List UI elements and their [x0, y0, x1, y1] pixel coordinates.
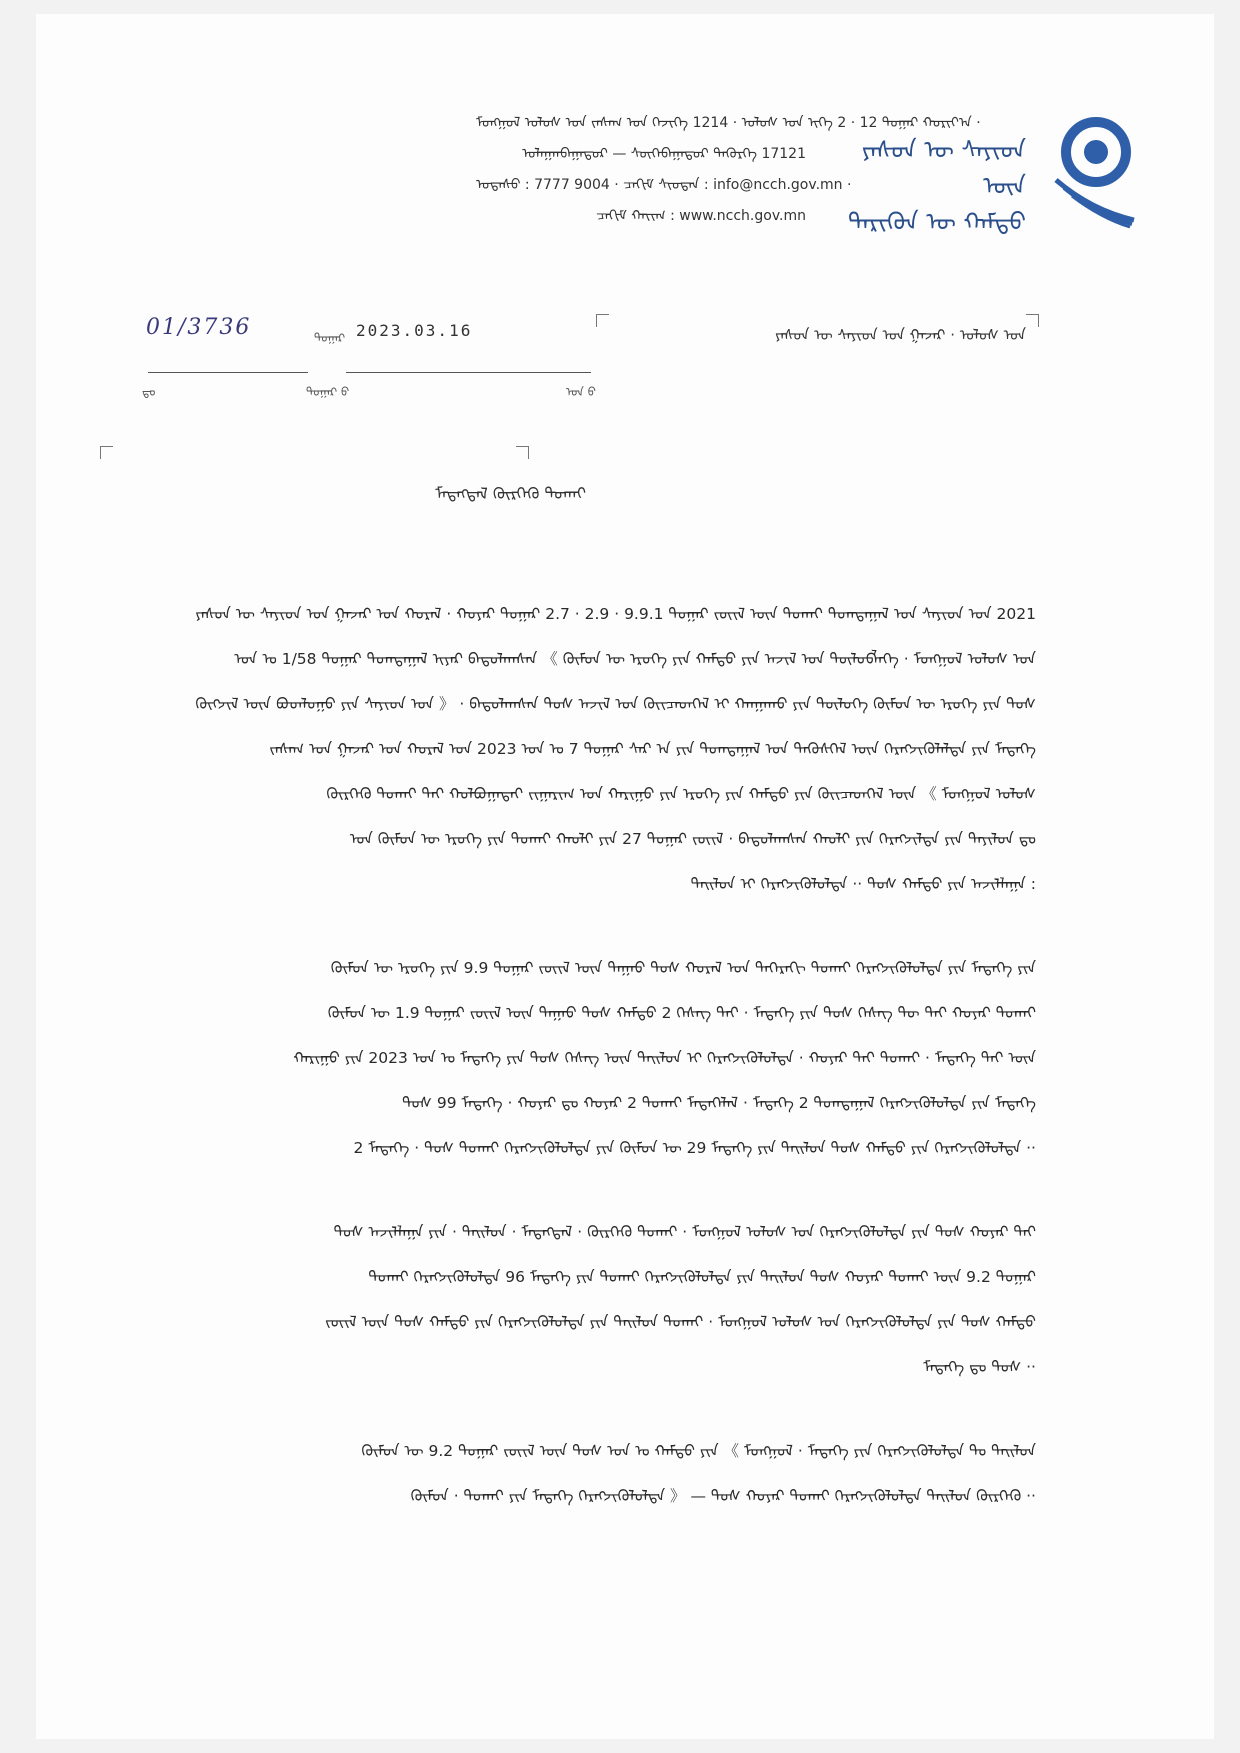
contact-line: ᠴᠠᠬᠢᠮ ᠬᠠᠶ᠋ᠢᠭ : www.ncch.gov.mn	[596, 208, 806, 224]
body-paragraph	[181, 1429, 1036, 1519]
contact-line: ᠤᠯᠠᠭᠠᠨᠪᠠᠭᠠᠲᠤᠷ — ᠰᠦᠬᠡᠪᠠᠭᠠᠲᠤᠷ ᠳᠡᠭᠦᠷᠭᠡ 17121	[522, 146, 806, 162]
body-line: ᠲᠤᠰ ᠠᠵᠢᠯᠯᠠᠭᠠ ᠶᠢᠨ · ᠲᠠᠢᠯᠤᠨ · ᠮᠡᠳᠡᠭᠳᠡᠯ · ᠬᠦᠷᠭᠡᠬᠦ ᠲᠤᠬᠠᠢ · ᠮᠣᠩᠭᠣᠯ ᠤᠯᠤᠰ ᠤᠨ ᠬᠡᠷᠡᠭᠵᠢᠭᠦᠯᠦᠯᠲᠡ ᠶᠢᠨ ᠲᠤᠰ ᠬᠣᠶᠠᠷ ᠲᠠᠢ	[333, 1223, 1036, 1241]
body-line: ᠲᠤᠬᠠᠢ ᠬᠡᠷᠡᠭᠵᠢᠭᠦᠯᠦᠯᠲᠡ 96 ᠮᠡᠳᠡᠭᠡ ᠶᠢᠨ ᠲᠤᠬᠠᠢ ᠬᠡᠷᠡᠭᠵᠢᠭᠦᠯᠦᠯᠲᠡ ᠶᠢᠨ ᠲᠠᠢᠯᠤᠨ ᠲᠤᠰ ᠬᠣᠶᠠᠷ ᠲᠤᠬᠠᠢ ᠦᠨ 9.2 ᠳᠤᠭᠠᠷ	[368, 1268, 1036, 1286]
letter-body	[181, 592, 1036, 1558]
body-line: ᠲᠤᠰ 99 ᠮᠡᠳᠡᠭᠡ · ᠬᠣᠶᠠᠷ ᠳᠤ ᠬᠣᠶᠠᠷ 2 ᠲᠤᠬᠠᠢ ᠮᠡᠳᠡᠭᠡᠯᠡᠯ · ᠮᠡᠳᠡᠭᠡ 2 ᠲᠣᠭᠲᠠᠭᠠᠯ ᠬᠡᠷᠡᠭᠵᠢᠭᠦᠯᠦᠯᠲᠡ ᠶᠢᠨ ᠮᠡᠳᠡᠭᠡ	[402, 1094, 1036, 1112]
organization-name-line2: ᠲᠡᠷᠢᠭᠦᠨ ᠦ ᠬᠠᠮᠲᠤ	[848, 208, 1026, 236]
body-line: ᠬᠦᠮᠦᠨ · ᠲᠤᠬᠠᠢ ᠶᠢᠨ ᠮᠡᠳᠡᠭᠡ ᠬᠡᠷᠡᠭᠵᠢᠭᠦᠯᠦᠯᠲᠡ 》 — ᠲᠤᠰ ᠬᠣᠶᠠᠷ ᠲᠤᠬᠠᠢ ᠬᠡᠷᠡᠭᠵᠢᠭᠦᠯᠦᠯᠲᠡ ᠲᠠᠢᠯᠤᠨ ᠬᠦᠷᠭᠡᠬᠦ ··	[410, 1487, 1036, 1505]
body-line: ᠬᠠᠷᠢᠭᠤ ᠶᠢᠨ 2023 ᠣᠨ ᠤ ᠮᠡᠳᠡᠭᠡ ᠶᠢᠨ ᠲᠤᠰ ᠬᠡᠰᠡᠭ ᠦᠨ ᠲᠠᠢᠯᠤᠨ ᠢ ᠬᠡᠷᠡᠭᠵᠢᠭᠦᠯᠦᠯᠲᠡ · ᠬᠣᠶᠠᠷ ᠲᠠᠢ ᠲᠤᠬᠠᠢ · ᠮᠡᠳᠡᠭᠡ ᠲᠡᠢ ᠦᠨ	[293, 1049, 1036, 1067]
body-line: ᠲᠠᠢᠯᠤᠨ ᠢ ᠬᠡᠷᠡᠭᠵᠢᠭᠦᠯᠦᠯᠲᠡ ·· ᠲᠤᠰ ᠬᠠᠮᠲᠤ ᠶᠢᠨ ᠠᠵᠢᠯᠯᠠᠭᠠ :	[690, 875, 1036, 893]
subject-line: ᠮᠡᠳᠡᠭᠳᠡᠯ ᠬᠦᠷᠭᠡᠬᠦ ᠲᠤᠬᠠᠢ	[435, 484, 586, 503]
body-line: ᠬᠦᠮᠦᠨ ᠦ 1.9 ᠳᠤᠭᠠᠷ ᠵᠦᠢᠯ ᠦᠨ ᠳᠠᠭᠠᠤ ᠲᠤᠰ ᠬᠠᠮᠲᠤ 2 ᠬᠡᠰᠡᠭ ᠲᠡᠢ · ᠮᠡᠳᠡᠭᠡ ᠶᠢᠨ ᠲᠤᠰ ᠬᠡᠰᠡᠭ ᠲᠦ ᠲᠠᠢ ᠬᠣᠶᠠᠷ ᠲᠤᠬᠠᠢ	[327, 1004, 1036, 1022]
reference-label: ᠳᠤ	[142, 385, 156, 399]
reference-label: ᠳᠤᠭᠠᠷ	[314, 331, 346, 345]
reference-label: ᠣᠨ ᠪ	[566, 385, 596, 399]
body-line: ᠵᠦᠢᠯ ᠦᠨ ᠲᠤᠰ ᠬᠠᠮᠲᠤ ᠶᠢᠨ ᠬᠡᠷᠡᠭᠵᠢᠭᠦᠯᠦᠯᠲᠡ ᠶᠢᠨ ᠲᠠᠢᠯᠤᠨ ᠲᠤᠬᠠᠢ · ᠮᠣᠩᠭᠣᠯ ᠤᠯᠤᠰ ᠤᠨ ᠬᠡᠷᠡᠭᠵᠢᠭᠦᠯᠦᠯᠲᠡ ᠶᠢᠨ ᠲᠤᠰ ᠬᠠᠮᠲᠤ	[325, 1313, 1036, 1331]
body-line: 2 ᠮᠡᠳᠡᠭᠡ · ᠲᠤᠰ ᠲᠤᠬᠠᠢ ᠬᠡᠷᠡᠭᠵᠢᠭᠦᠯᠦᠯᠲᠡ ᠶᠢᠨ ᠬᠦᠮᠦᠨ ᠦ 29 ᠮᠡᠳᠡᠭᠡ ᠶᠢᠨ ᠲᠠᠢᠯᠤᠨ ᠲᠤᠰ ᠬᠠᠮᠲᠤ ᠶᠢᠨ ᠬᠡᠷᠡᠭᠵᠢᠭᠦᠯᠦᠯᠲᠡ ··	[353, 1139, 1036, 1157]
contact-line: ᠤᠲᠠᠰᠤ : 7777 9004 · ᠴᠠᠬᠢᠮ ᠰᠢᠤᠳᠠᠨ : info@ncch.gov.mn ·	[476, 177, 852, 193]
reference-label: ᠳᠤᠭᠠᠷ ᠪ	[306, 385, 350, 399]
body-line: ᠣᠨ ᠤ 1/58 ᠳᠤᠭᠠᠷ ᠲᠣᠭᠲᠠᠭᠠᠯ ᠢᠶᠠᠷ ᠪᠠᠲᠤᠯᠠᠭᠰᠠᠨ 《 ᠬᠦᠮᠦᠨ ᠦ ᠡᠷᠦᠬᠡ ᠶᠢᠨ ᠬᠠᠮᠲᠤ ᠶᠢᠨ ᠠᠵᠢᠯ ᠤᠨ ᠲᠥᠯᠥᠪᠯᠡᠭᠡ · ᠮᠣᠩᠭᠣᠯ ᠤᠯᠤᠰ ᠤᠨ	[234, 650, 1036, 668]
body-paragraph	[181, 592, 1036, 907]
addressee: ᠶᠡᠰᠦᠨ ᠦ ᠰᠠᠶᠢᠳ ᠤᠨ ᠭᠠᠵᠠᠷ · ᠤᠯᠤᠰ ᠤᠨ	[775, 326, 1026, 344]
corner-mark	[516, 446, 529, 459]
body-line: ᠬᠥᠭᠵᠢᠯ ᠦᠨ ᠪᠣᠳᠯᠣᠭᠣ ᠶᠢᠨ ᠰᠠᠶᠢᠳ ᠤᠨ 》 · ᠪᠠᠲᠤᠯᠠᠭᠰᠠᠨ ᠲᠤᠰ ᠠᠵᠢᠯ ᠤᠨ ᠭᠦᠢᠴᠡᠳᠭᠡᠯ ᠢ ᠬᠠᠨᠭᠠᠬᠤ ᠶᠢᠨ ᠲᠥᠯᠥᠭᠡ ᠬᠦᠮᠦᠨ ᠦ ᠡᠷᠦᠬᠡ ᠶᠢᠨ ᠲᠤᠰ	[195, 695, 1036, 713]
body-line: ᠬᠦᠮᠦᠨ ᠦ ᠡᠷᠦᠬᠡ ᠶᠢᠨ 9.9 ᠳᠤᠭᠠᠷ ᠵᠦᠢᠯ ᠦᠨ ᠳᠠᠭᠠᠤ ᠲᠤᠰ ᠬᠤᠷᠠᠯ ᠤᠨ ᠳᠡᠭᠡᠷᠡᠬᠢ ᠲᠤᠬᠠᠢ ᠬᠡᠷᠡᠭᠵᠢᠭᠦᠯᠦᠯᠲᠡ ᠶᠢᠨ ᠮᠡᠳᠡᠭᠡ ᠶᠢᠨ	[330, 959, 1036, 977]
organization-name-line1: ᠶᠡᠰᠦᠨ ᠦ ᠰᠠᠶᠢᠳ ᠦᠨ	[861, 136, 1026, 200]
reference-block	[136, 311, 606, 401]
contact-line: ᠮᠣᠩᠭᠣᠯ ᠤᠯᠤᠰ ᠤᠨ ᠵᠠᠰᠠᠭ ᠤᠨ ᠭᠡᠵᠢᠭᠡ 1214 · ᠤᠯᠤᠰ ᠤᠨ ᠢᠬᠡ 2 · 12 ᠳᠤᠭᠠᠷ ᠬᠣᠷᠢᠶ᠎ᠠ ·	[476, 115, 981, 131]
body-line: ᠶᠡᠰᠦᠨ ᠦ ᠰᠠᠶᠢᠳ ᠤᠨ ᠭᠠᠵᠠᠷ ᠤᠨ ᠬᠤᠷᠠᠯ · ᠬᠣᠶᠠᠷ ᠳᠤᠭᠠᠷ 2.7 · 2.9 · 9.9.1 ᠳᠤᠭᠠᠷ ᠵᠦᠢᠯ ᠦᠨ ᠲᠤᠬᠠᠢ ᠲᠤᠭᠲᠠᠭᠠᠯ ᠤᠨ ᠰᠠᠶᠢᠳ ᠤᠨ 2021	[195, 605, 1036, 623]
body-line: ᠬᠦᠮᠦᠨ ᠦ 9.2 ᠳᠤᠭᠠᠷ ᠵᠦᠢᠯ ᠦᠨ ᠲᠤᠰ ᠣᠨ ᠤ ᠬᠠᠮᠲᠤ ᠶᠢᠨ 《 ᠮᠣᠩᠭᠣᠯ · ᠮᠡᠳᠡᠭᠡ ᠶᠢᠨ ᠬᠡᠷᠡᠭᠵᠢᠭᠦᠯᠦᠯᠲᠡ ᠲᠤ ᠲᠠᠢᠯᠤᠨ	[361, 1442, 1036, 1460]
organization-logo-icon	[1036, 110, 1146, 230]
body-line: ᠤᠨ ᠬᠦᠮᠦᠨ ᠦ ᠡᠷᠦᠬᠡ ᠶᠢᠨ ᠲᠤᠬᠠᠢ ᠬᠠᠤᠯᠢ ᠶᠢᠨ 27 ᠳᠤᠭᠠᠷ ᠵᠦᠢᠯ · ᠪᠠᠲᠤᠯᠠᠭᠰᠠᠨ ᠬᠠᠤᠯᠢ ᠶᠢᠨ ᠬᠡᠷᠡᠭᠵᠢᠯᠲᠡ ᠶᠢᠨ ᠲᠠᠶᠢᠯᠤᠨ ᠳᠤ	[349, 830, 1036, 848]
body-paragraph	[181, 1210, 1036, 1390]
corner-mark	[1026, 314, 1039, 327]
reference-date: 2023.03.16	[356, 321, 473, 340]
date-underline	[346, 372, 591, 373]
body-line: ᠮᠡᠳᠡᠭᠡ ᠳᠤ ᠲᠤᠰ ··	[923, 1358, 1036, 1376]
letter-page	[36, 14, 1214, 1739]
corner-mark	[100, 446, 113, 459]
body-paragraph	[181, 946, 1036, 1171]
body-line: ᠵᠠᠰᠠᠭ ᠤᠨ ᠭᠠᠵᠠᠷ ᠤᠨ ᠬᠤᠷᠠᠯ ᠤᠨ 2023 ᠣᠨ ᠤ 7 ᠳᠤᠭᠠᠷ ᠰᠠᠷ ᠠ ᠶᠢᠨ ᠲᠣᠭᠲᠠᠭᠠᠯ ᠤᠨ ᠲᠡᠭᠦᠰᠬᠡᠯ ᠦᠨ ᠬᠡᠷᠡᠭᠵᠢᠭᠦᠯᠡᠯᠲᠡ ᠶᠢᠨ ᠮᠡᠳᠡᠭᠡ	[269, 740, 1036, 758]
number-underline	[148, 372, 308, 373]
body-line: ᠬᠦᠷᠭᠡᠬᠦ ᠲᠤᠬᠠᠢ ᠲᠡᠢ ᠬᠣᠯᠪᠣᠭᠠᠲᠠᠢ ᠵᠢᠭᠠᠷᠢᠭ ᠤᠨ ᠬᠠᠷᠢᠭᠤ ᠶᠢᠨ ᠡᠷᠦᠬᠡ ᠶᠢᠨ ᠬᠠᠮᠲᠤ ᠶᠢᠨ ᠭᠦᠢᠴᠡᠳᠭᠡᠯ ᠦᠨ 《 ᠮᠣᠩᠭᠣᠯ ᠤᠯᠤᠰ	[326, 785, 1036, 803]
reference-number: 01/3736	[146, 315, 252, 340]
